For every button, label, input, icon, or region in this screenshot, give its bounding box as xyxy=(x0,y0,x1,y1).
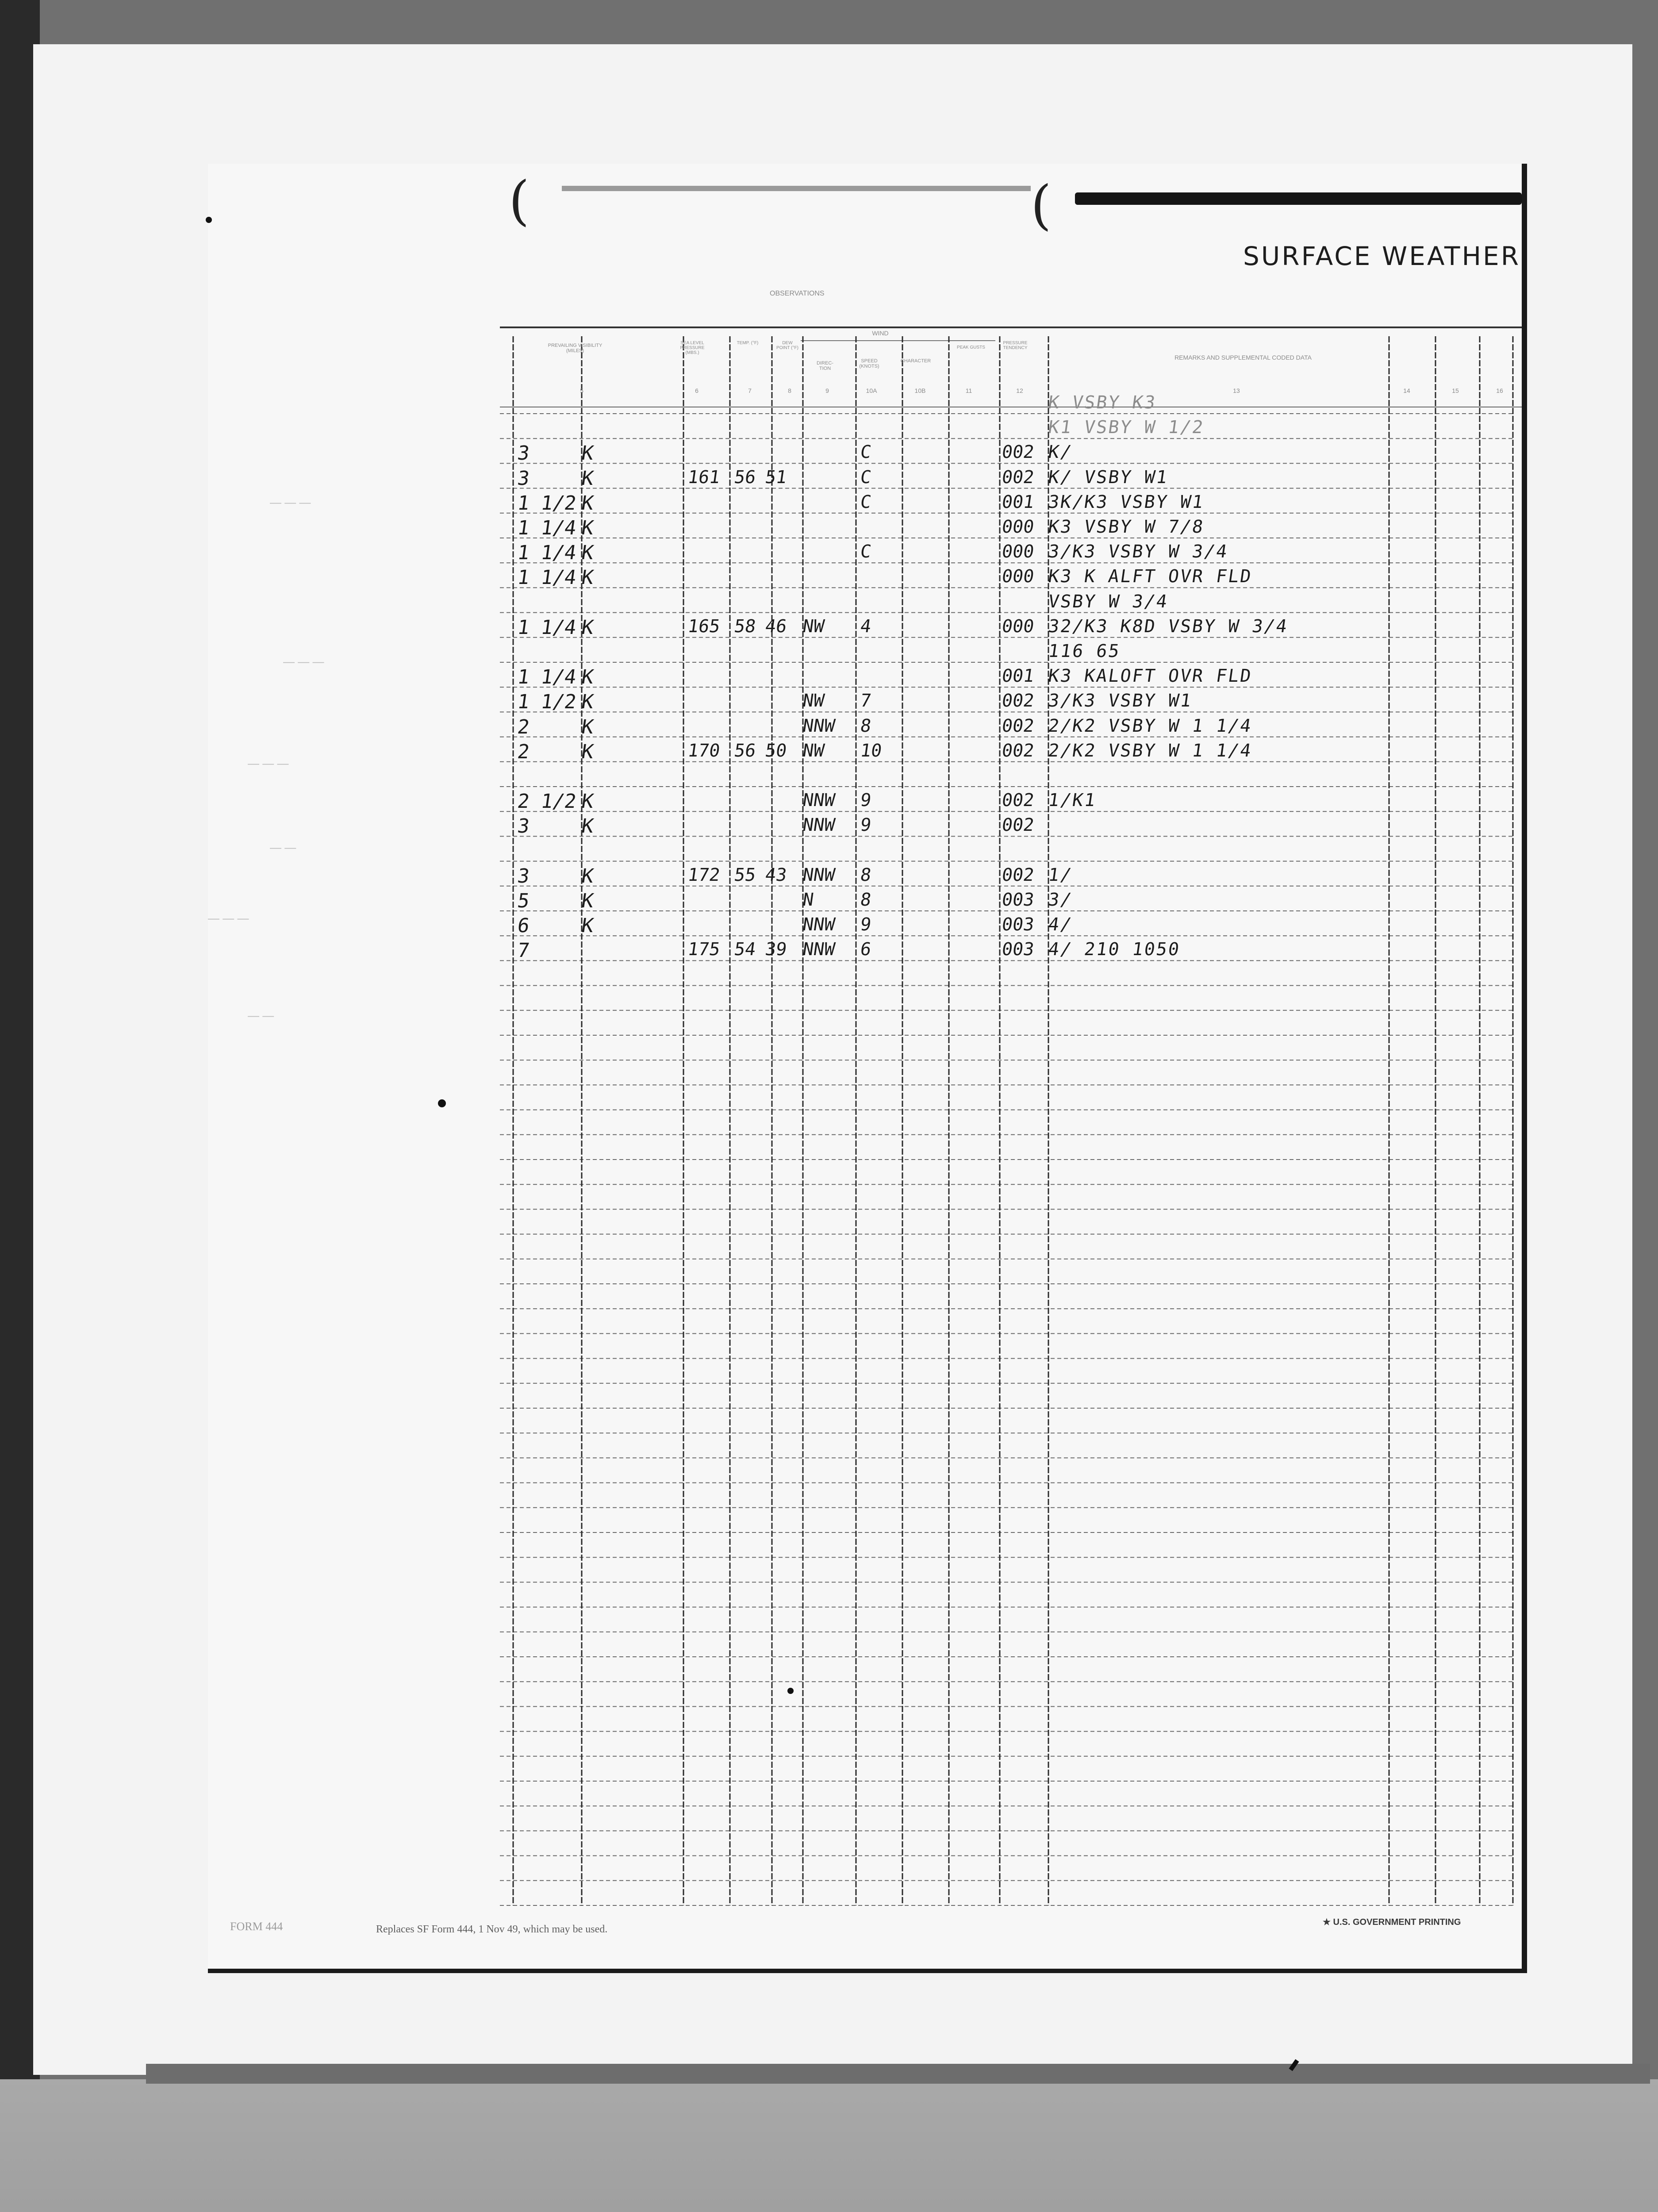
col-num-10b: 10B xyxy=(914,387,926,394)
binding-hole-left: ( xyxy=(509,170,530,232)
cell-wx: K xyxy=(580,890,595,912)
header-remarks: REMARKS AND SUPPLEMENTAL CODED DATA xyxy=(1174,354,1312,361)
col-num-9: 9 xyxy=(825,387,829,394)
cell-dir: NNW xyxy=(801,914,837,935)
cell-tend: 002 xyxy=(1000,442,1036,463)
ghost-text: — — xyxy=(270,841,296,854)
col-num-7: 7 xyxy=(748,387,752,394)
header-character: CHARACTER xyxy=(900,358,931,364)
cell-wx: K xyxy=(580,467,595,490)
cell-vis: 2 xyxy=(516,740,531,763)
cell-tend: 003 xyxy=(1000,890,1036,910)
cell-press: 170 xyxy=(686,740,722,761)
cell-tend: 002 xyxy=(1000,467,1036,488)
cell-vis: 7 xyxy=(516,939,531,962)
cell-wx: K xyxy=(580,541,595,565)
cell-dew: 46 xyxy=(764,616,788,637)
cell-tend: 002 xyxy=(1000,740,1036,761)
cell-tend: 002 xyxy=(1000,864,1036,885)
cell-wx: K xyxy=(580,616,595,639)
cell-rem: 4/ xyxy=(1047,914,1074,935)
cell-spd: C xyxy=(859,442,873,463)
cell-wx: K xyxy=(580,790,595,813)
footer-printer-text: U.S. GOVERNMENT PRINTING xyxy=(1333,1917,1461,1927)
cell-rem: 4/ 210 1050 xyxy=(1047,939,1182,960)
footer-note: Replaces SF Form 444, 1 Nov 49, which may be used. xyxy=(376,1924,608,1935)
cell-rem: 3/ xyxy=(1047,890,1074,910)
col-num-8: 8 xyxy=(788,387,791,394)
cell-temp: 58 xyxy=(733,616,757,637)
cell-dir: NNW xyxy=(801,939,837,960)
cell-spd: C xyxy=(859,541,873,562)
cell-spd: C xyxy=(859,492,873,512)
cell-wx: K xyxy=(580,666,595,689)
cell-spd: 4 xyxy=(859,616,873,637)
col-num-6: 6 xyxy=(695,387,699,394)
cell-temp: 56 xyxy=(733,740,757,761)
cell-rem: K/ xyxy=(1047,442,1074,463)
cell-wx: K xyxy=(580,691,595,714)
col-num-11: 11 xyxy=(965,387,972,394)
cell-spd: 8 xyxy=(859,864,873,885)
cell-vis: 3 xyxy=(516,815,531,838)
col-num-16: 16 xyxy=(1496,387,1503,394)
header-pressure: SEA LEVEL PRESSURE (MBS.) xyxy=(680,341,705,355)
cell-vis: 3 xyxy=(516,442,531,465)
cell-tend: 002 xyxy=(1000,815,1036,836)
cell-press: 161 xyxy=(686,467,722,488)
cell-tend: 003 xyxy=(1000,939,1036,960)
cell-dir: N xyxy=(801,890,815,910)
cell-wx: K xyxy=(580,566,595,589)
cell-rem: 3/K3 VSBY W1 xyxy=(1047,691,1194,711)
cell-dir: NW xyxy=(801,740,826,761)
cell-rem: K/ VSBY W1 xyxy=(1047,467,1170,488)
cell-spd: 7 xyxy=(859,691,873,711)
footer-printer: ★ U.S. GOVERNMENT PRINTING xyxy=(1323,1917,1461,1927)
cell-tend: 000 xyxy=(1000,541,1036,562)
cell-rem: 2/K2 VSBY W 1 1/4 xyxy=(1047,740,1254,761)
cell-wx: K xyxy=(580,517,595,539)
ghost-text: — — — xyxy=(270,495,311,509)
header-visibility: PREVAILING VISIBILITY (MILES) xyxy=(548,343,603,353)
col-num-14: 14 xyxy=(1403,387,1410,394)
cell-rem: VSBY W 3/4 xyxy=(1047,591,1170,612)
cell-vis: 1 1/4 xyxy=(516,666,578,689)
cell-dir: NNW xyxy=(801,815,837,836)
cell-dew: 39 xyxy=(764,939,788,960)
cell-tend: 000 xyxy=(1000,616,1036,637)
cell-vis: 3 xyxy=(516,864,531,887)
col-num-13: 13 xyxy=(1233,387,1240,394)
cell-rem: 3/K3 VSBY W 3/4 xyxy=(1047,541,1230,562)
cell-dew: 50 xyxy=(764,740,788,761)
cell-rem: 116 65 xyxy=(1047,641,1122,661)
cell-vis: 3 xyxy=(516,467,531,490)
cell-tend: 000 xyxy=(1000,566,1036,587)
cell-vis: 1 1/2 xyxy=(516,492,578,515)
cell-rem: K3 VSBY W 7/8 xyxy=(1047,517,1206,537)
cell-wx: K xyxy=(580,914,595,937)
cell-rem: 1/K1 xyxy=(1047,790,1098,811)
header-direction: DIREC- TION xyxy=(817,361,833,371)
cell-vis: 2 1/2 xyxy=(516,790,578,813)
cell-rem: 1/ xyxy=(1047,864,1074,885)
cell-temp: 55 xyxy=(733,864,757,885)
form-title: SURFACE WEATHER xyxy=(1243,241,1521,271)
cell-wx: K xyxy=(580,492,595,515)
cell-spd: C xyxy=(859,467,873,488)
cell-wx: K xyxy=(580,740,595,763)
header-gusts: PEAK GUSTS xyxy=(957,345,985,350)
col-num-12: 12 xyxy=(1016,387,1023,394)
cell-rem: K VSBY K3 xyxy=(1047,392,1158,413)
ghost-text: — — — xyxy=(248,757,289,770)
ghost-text: — — — xyxy=(208,911,249,925)
cell-spd: 9 xyxy=(859,815,873,836)
header-tendency: PRESSURE TENDENCY xyxy=(1003,341,1028,350)
cell-rem: 32/K3 K8D VSBY W 3/4 xyxy=(1047,616,1290,637)
footer-form-number: FORM 444 xyxy=(230,1920,283,1933)
cell-temp: 56 xyxy=(733,467,757,488)
cell-tend: 001 xyxy=(1000,492,1036,512)
cell-tend: 002 xyxy=(1000,790,1036,811)
col-num-5: 5 xyxy=(580,387,583,394)
cell-dew: 43 xyxy=(764,864,788,885)
cell-tend: 002 xyxy=(1000,691,1036,711)
cell-tend: 000 xyxy=(1000,517,1036,537)
cell-tend: 001 xyxy=(1000,666,1036,687)
cell-wx: K xyxy=(580,442,595,465)
cell-spd: 8 xyxy=(859,715,873,736)
cell-wx: K xyxy=(580,815,595,838)
header-temp: TEMP. (°F) xyxy=(737,341,759,346)
cell-vis: 6 xyxy=(516,914,531,937)
cell-dir: NNW xyxy=(801,864,837,885)
cell-spd: 6 xyxy=(859,939,873,960)
cell-spd: 10 xyxy=(859,740,883,761)
cell-wx: K xyxy=(580,864,595,887)
col-num-15: 15 xyxy=(1452,387,1459,394)
cell-rem: 2/K2 VSBY W 1 1/4 xyxy=(1047,715,1254,736)
header-speed: SPEED (KNOTS) xyxy=(859,358,879,369)
cell-dir: NW xyxy=(801,691,826,711)
cell-press: 175 xyxy=(686,939,722,960)
cell-dew: 51 xyxy=(764,467,788,488)
cell-vis: 1 1/2 xyxy=(516,691,578,714)
cell-vis: 1 1/4 xyxy=(516,566,578,589)
cell-press: 172 xyxy=(686,864,722,885)
ghost-text: — — xyxy=(248,1009,274,1022)
form-subheading: OBSERVATIONS xyxy=(770,290,825,297)
cell-spd: 9 xyxy=(859,914,873,935)
cell-dir: NNW xyxy=(801,715,837,736)
cell-spd: 9 xyxy=(859,790,873,811)
cell-rem: K3 KALOFT OVR FLD xyxy=(1047,666,1254,687)
cell-tend: 002 xyxy=(1000,715,1036,736)
cell-vis: 1 1/4 xyxy=(516,616,578,639)
cell-temp: 54 xyxy=(733,939,757,960)
col-num-10a: 10A xyxy=(866,387,877,394)
ghost-text: — — — xyxy=(283,655,324,668)
cell-vis: 1 1/4 xyxy=(516,517,578,539)
cell-spd: 8 xyxy=(859,890,873,910)
header-dew: DEW POINT (°F) xyxy=(776,341,798,350)
cell-tend: 003 xyxy=(1000,914,1036,935)
cell-vis: 5 xyxy=(516,890,531,912)
cell-vis: 1 1/4 xyxy=(516,541,578,565)
binding-hole-right: ( xyxy=(1031,175,1052,236)
cell-wx: K xyxy=(580,715,595,738)
cell-dir: NNW xyxy=(801,790,837,811)
cell-press: 165 xyxy=(686,616,722,637)
cell-vis: 2 xyxy=(516,715,531,738)
header-wind: WIND xyxy=(872,330,889,337)
cell-dir: NW xyxy=(801,616,826,637)
cell-rem: K1 VSBY W 1/2 xyxy=(1047,417,1206,438)
cell-rem: K3 K ALFT OVR FLD xyxy=(1047,566,1254,587)
cell-rem: 3K/K3 VSBY W1 xyxy=(1047,492,1206,512)
